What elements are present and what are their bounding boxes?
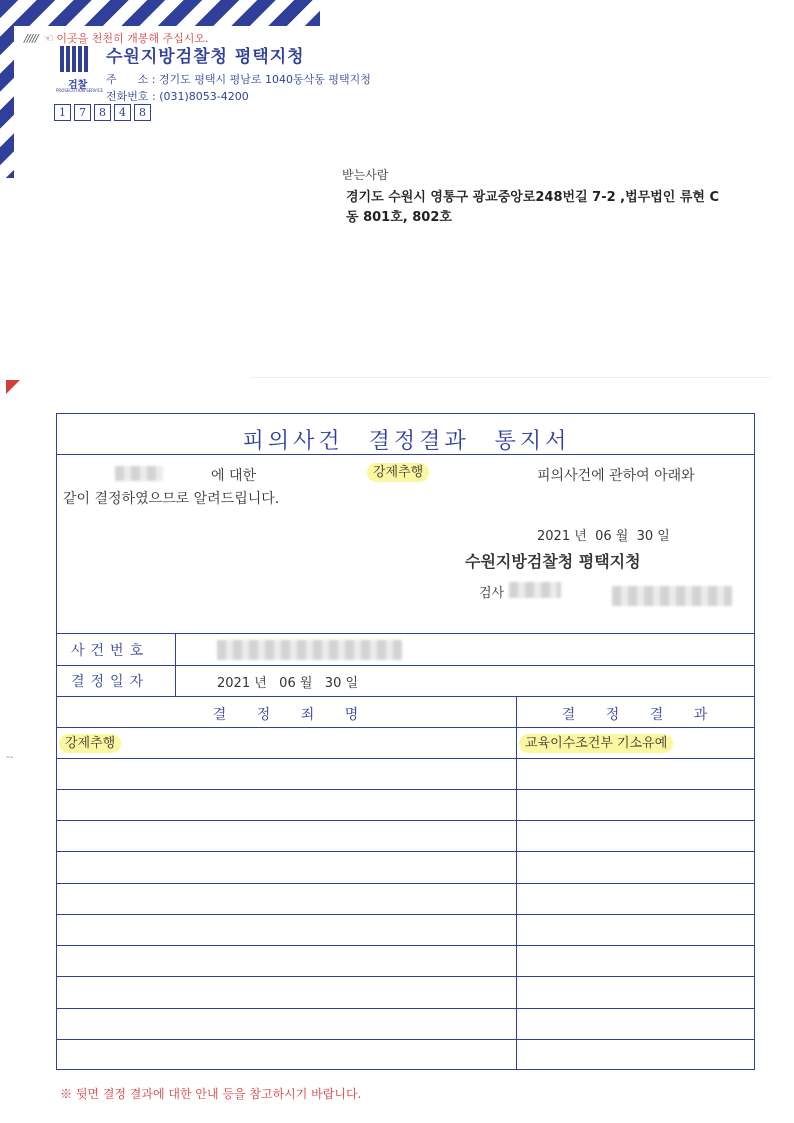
- redacted-case-number: [217, 640, 402, 660]
- divider: [57, 727, 754, 728]
- result-value: 교육이수조건부 기소유예: [519, 734, 673, 753]
- case-number-label: 사건번호: [71, 643, 150, 659]
- fold-mark-icon: [6, 380, 20, 394]
- open-arrow-icon: ☜: [43, 32, 54, 45]
- prosecution-logo: [56, 46, 104, 94]
- case-name: 강제추행: [367, 463, 429, 482]
- case-name-highlight: [367, 461, 429, 480]
- charge-cell: [59, 732, 121, 751]
- open-notice-text: 이곳을 천천히 개봉해 주십시오.: [56, 32, 209, 45]
- zip-digit: 8: [134, 104, 151, 121]
- decision-date-value: 2021 년 06 월 30 일: [217, 676, 359, 691]
- redacted-name: [115, 466, 163, 481]
- sender-name: 수원지방검찰청 평택지청: [106, 47, 305, 67]
- date-day-unit: 일: [657, 529, 670, 544]
- sender-phone: 전화번호 : (031)8053-4200: [106, 90, 249, 103]
- body-line1-end: 피의사건에 관하여 아래와: [537, 468, 695, 484]
- zip-digit: 4: [114, 104, 131, 121]
- fold-line: [250, 377, 770, 378]
- zip-digit: 7: [74, 104, 91, 121]
- table-row-line: [57, 914, 754, 915]
- recipient-label: 받는사람: [342, 168, 389, 182]
- date-year: 2021: [537, 529, 571, 544]
- table-row-line: [57, 1008, 754, 1009]
- logo-text: 검찰: [68, 80, 88, 91]
- body-line2: 같이 결정하였으므로 알려드립니다.: [63, 491, 280, 507]
- sender-address: 주 소 : 경기도 평택시 평남로 1040동삭동 평택지청: [106, 73, 371, 86]
- zip-digit: 8: [94, 104, 111, 121]
- table-row-line: [57, 820, 754, 821]
- divider: [57, 696, 754, 697]
- redacted-seal: [612, 586, 732, 606]
- notice-date: [537, 525, 670, 544]
- table-row-line: [57, 851, 754, 852]
- col-charge-header: 결 정 죄 명: [212, 707, 361, 723]
- table-row-line: [57, 976, 754, 977]
- divider: [57, 633, 754, 634]
- redacted-prosecutor: [509, 582, 561, 598]
- decision-notice-form: [56, 413, 755, 1070]
- recipient-address: 경기도 수원시 영통구 광교중앙로248번길 7-2 ,법무법인 류현 C동 801호, 802호: [346, 190, 720, 225]
- footer-note: ※ 뒷면 결정 결과에 대한 안내 등을 참고하시기 바랍니다.: [60, 1087, 362, 1101]
- decision-date-label: 결정일자: [71, 674, 150, 690]
- envelope-stripe-top: [0, 0, 320, 26]
- punch-mark-icon: --: [6, 752, 14, 763]
- office-name: 수원지방검찰청 평택지청: [465, 552, 641, 571]
- table-row-line: [57, 1039, 754, 1040]
- table-row-line: [57, 758, 754, 759]
- table-row-line: [57, 789, 754, 790]
- about-text: 에 대한: [211, 468, 257, 484]
- slash-marks-icon: /////: [24, 32, 38, 45]
- table-row-line: [57, 945, 754, 946]
- envelope-stripe-left: [0, 0, 14, 178]
- date-month: 06: [595, 529, 612, 544]
- zip-digit: 1: [54, 104, 71, 121]
- date-year-unit: 년: [574, 529, 587, 544]
- date-month-unit: 월: [615, 529, 629, 544]
- logo-subtext: PROSECUTION SERVICE: [56, 88, 104, 93]
- divider: [57, 454, 754, 455]
- logo-bars-icon: [60, 46, 90, 76]
- result-cell: [519, 732, 673, 751]
- form-title: 피의사건 결정결과 통지서: [242, 429, 571, 454]
- charge-value: 강제추행: [59, 734, 121, 753]
- date-day: 30: [636, 529, 654, 544]
- zip-code-boxes: [54, 104, 154, 121]
- table-row-line: [57, 883, 754, 884]
- prosecutor-label: 검사: [479, 586, 505, 601]
- divider: [57, 665, 754, 666]
- col-result-header: 결 정 결 과: [561, 707, 710, 723]
